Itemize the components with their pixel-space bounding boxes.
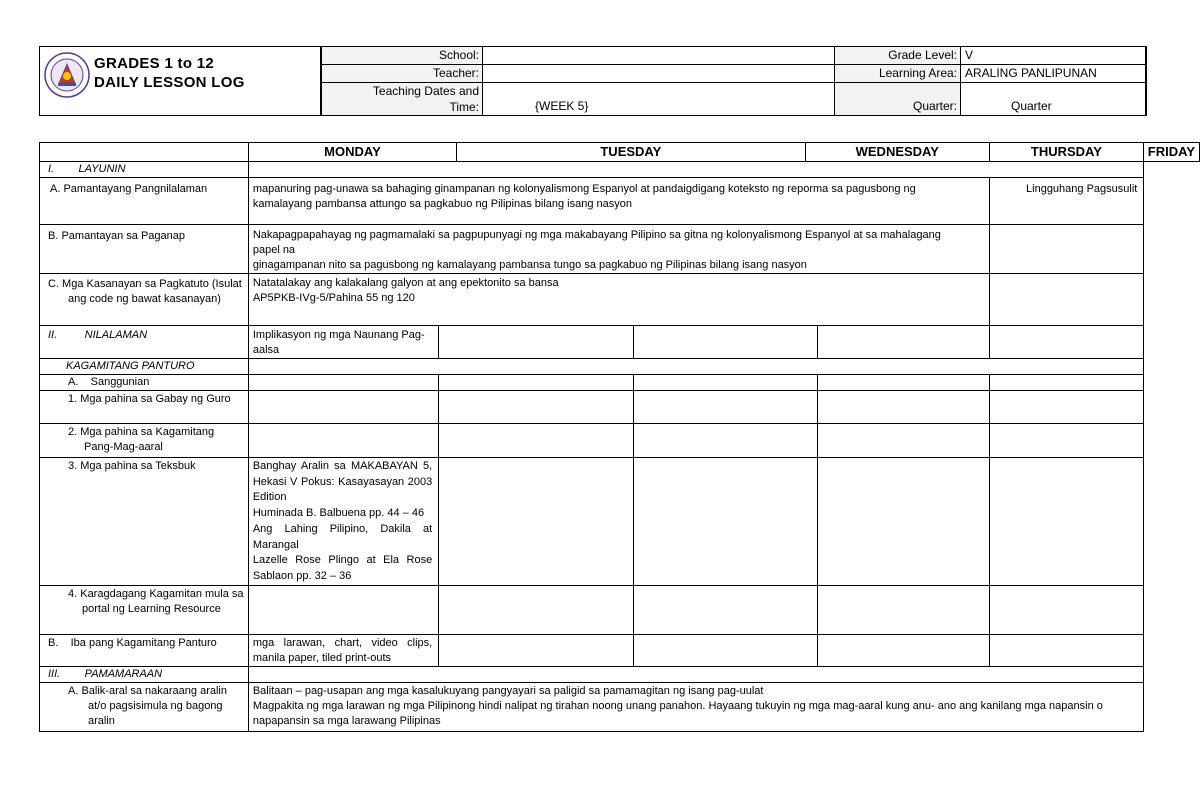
header-info-table: [321, 46, 1147, 116]
teaching-dates-label-line1: Teaching Dates and: [372, 84, 479, 98]
mga-kasanayan-text1: Natatalakay ang kalakalang galyon at ang epektonito sa bansa: [252, 277, 559, 289]
teksbuk-author-1: Huminada B. Balbuena pp. 44 – 46: [252, 507, 425, 520]
teksbuk-thursday-cell[interactable]: [817, 458, 990, 586]
day-header-friday: FRIDAY: [1143, 143, 1199, 162]
balik-aral-text2: Magpakita ng mga larawan ng mga Pilipinong hindi nalipat ng tirahan noong unang panahon. Hayaang tukuyin ng mga mag-aaral kung anu- ano ang kanilang mga napansin o napapansin sa mga larawang Pilipinas: [252, 699, 1103, 727]
iba-wednesday-cell[interactable]: [634, 634, 817, 666]
row-label-kagamitang-pang-mag-aaral: 2. Mga pahina sa Kagamitang Pang-Mag-aaral: [40, 424, 249, 458]
pamamaraan-content[interactable]: [248, 666, 1143, 682]
teaching-dates-label-line2: Time:: [449, 100, 479, 114]
learning-area-label: Learning Area:: [835, 65, 961, 83]
pamantayan-sa-paganap-cell[interactable]: [248, 225, 989, 274]
nilalaman-friday-cell[interactable]: [990, 326, 1144, 359]
teksbuk-reference-2: Ang Lahing Pilipino, Dakila at Marangal: [252, 522, 433, 551]
teacher-label: Teacher:: [322, 65, 483, 83]
pamantayang-pangnilalaman-text[interactable]: mapanuring pag-unawa sa bahaging ginampanan ng kolonyalismong Espanyol at pandaigdigang koteksto ng reporma sa pagusbong ng kamalayang pambansa attungo sa pagkabuo ng Pilipinas bilang isang nasyon: [248, 178, 989, 225]
gabay-friday-cell[interactable]: [990, 391, 1144, 424]
kasanayan-friday-cell[interactable]: [990, 274, 1144, 326]
teksbuk-author-2: Lazelle Rose Plingo at Ela Rose Sablaon pp. 32 – 36: [252, 554, 433, 582]
header-blank-cell: [40, 143, 249, 162]
day-header-monday: MONDAY: [248, 143, 456, 162]
iba-pang-kagamitan-text[interactable]: mga larawan, chart, video clips, manila paper, tiled print-outs: [248, 634, 438, 666]
karagdagang-thursday-cell[interactable]: [817, 585, 990, 634]
balik-aral-text1: Balitaan – pag-usapan ang mga kasalukuyang pangyayari sa paligid sa pamamagitan ng isang pag-uulat: [252, 684, 764, 697]
quarter-label: Quarter:: [835, 83, 961, 116]
pang-thursday-cell[interactable]: [817, 424, 990, 458]
day-header-wednesday: WEDNESDAY: [805, 143, 989, 162]
teksbuk-friday-cell[interactable]: [990, 458, 1144, 586]
sanggunian-friday-cell[interactable]: [990, 375, 1144, 391]
pamantayan-sa-paganap-text1: Nakapagpapahayag ng pagmamalaki sa pagpupunyagi ng mga makabayang Pilipino sa gitna ng kolonyalismong Espanyol at sa mahalagang papel na: [252, 229, 941, 256]
sanggunian-thursday-cell[interactable]: [817, 375, 990, 391]
friday-lingguhang-pagsusulit[interactable]: [990, 178, 1144, 225]
mga-kasanayan-cell[interactable]: [248, 274, 989, 326]
layunin-content[interactable]: [248, 162, 1143, 178]
lesson-log-table: [39, 142, 1200, 732]
gabay-thursday-cell[interactable]: [817, 391, 990, 424]
teksbuk-monday-cell[interactable]: [248, 458, 438, 586]
teacher-field[interactable]: [483, 65, 835, 83]
row-label-mga-kasanayan: C. Mga Kasanayan sa Pagkatuto (Isulat ang code ng bawat kasanayan): [40, 274, 249, 326]
nilalaman-wednesday-cell[interactable]: [634, 326, 817, 359]
sanggunian-tuesday-cell[interactable]: [439, 375, 634, 391]
row-label-pamantayang-pangnilalaman: A. Pamantayang Pangnilalaman: [40, 178, 249, 225]
nilalaman-monday-text[interactable]: Implikasyon ng mga Naunang Pag-aalsa: [248, 326, 438, 359]
row-label-balik-aral: A. Balik-aral sa nakaraang aralin at/o pagsisimula ng bagong aralin: [40, 682, 249, 731]
learning-area-field[interactable]: ARALING PANLIPUNAN: [961, 65, 1147, 83]
row-label-pamantayan-sa-paganap: B. Pamantayan sa Paganap: [40, 225, 249, 274]
karagdagang-wednesday-cell[interactable]: [634, 585, 817, 634]
balik-aral-cell[interactable]: [248, 682, 1143, 731]
form-title-line2: DAILY LESSON LOG: [94, 74, 245, 91]
teksbuk-tuesday-cell[interactable]: [439, 458, 634, 586]
row-label-karagdagang-kagamitan: 4. Karagdagang Kagamitan mula sa portal ng Learning Resource: [40, 585, 249, 634]
grade-level-label: Grade Level:: [835, 47, 961, 65]
friday-note-text: Lingguhang Pagsusulit: [1026, 183, 1138, 195]
sanggunian-wednesday-cell[interactable]: [634, 375, 817, 391]
teksbuk-wednesday-cell[interactable]: [634, 458, 817, 586]
day-header-tuesday: TUESDAY: [457, 143, 805, 162]
pang-tuesday-cell[interactable]: [439, 424, 634, 458]
nilalaman-tuesday-cell[interactable]: [439, 326, 634, 359]
gabay-monday-cell[interactable]: [248, 391, 438, 424]
day-header-thursday: THURSDAY: [990, 143, 1144, 162]
row-label-gabay-ng-guro: 1. Mga pahina sa Gabay ng Guro: [40, 391, 249, 424]
pang-wednesday-cell[interactable]: [634, 424, 817, 458]
school-label: School:: [322, 47, 483, 65]
kagamitan-content[interactable]: [248, 359, 1143, 375]
gabay-wednesday-cell[interactable]: [634, 391, 817, 424]
deped-seal-icon: [44, 52, 90, 98]
iba-thursday-cell[interactable]: [817, 634, 990, 666]
pang-friday-cell[interactable]: [990, 424, 1144, 458]
teaching-dates-label: [322, 83, 483, 116]
karagdagang-tuesday-cell[interactable]: [439, 585, 634, 634]
section-nilalaman: II. NILALAMAN: [40, 326, 249, 359]
teksbuk-reference-1: Banghay Aralin sa MAKABAYAN 5, Hekasi V Pokus: Kasayasayan 2003 Edition: [252, 460, 433, 504]
pang-monday-cell[interactable]: [248, 424, 438, 458]
teaching-dates-field[interactable]: {WEEK 5}: [483, 83, 835, 116]
section-layunin: I. LAYUNIN: [40, 162, 249, 178]
sanggunian-monday-cell[interactable]: [248, 375, 438, 391]
row-label-sanggunian: A. Sanggunian: [40, 375, 249, 391]
form-title-line1: GRADES 1 to 12: [94, 55, 215, 72]
school-field[interactable]: [483, 47, 835, 65]
row-label-teksbuk: 3. Mga pahina sa Teksbuk: [40, 458, 249, 586]
pamantayan-sa-paganap-text2: ginagampanan nito sa pagusbong ng kamalayang pambansa tungo sa pagkabuo ng Pilipinas bilang isang nasyon: [252, 259, 807, 271]
nilalaman-thursday-cell[interactable]: [817, 326, 990, 359]
gabay-tuesday-cell[interactable]: [439, 391, 634, 424]
karagdagang-friday-cell[interactable]: [990, 585, 1144, 634]
mga-kasanayan-code: AP5PKB-IVg-5/Pahina 55 ng 120: [252, 292, 415, 304]
karagdagang-monday-cell[interactable]: [248, 585, 438, 634]
grade-level-field[interactable]: V: [961, 47, 1147, 65]
paganap-friday-cell[interactable]: [990, 225, 1144, 274]
quarter-field[interactable]: Quarter: [961, 83, 1147, 116]
iba-friday-cell[interactable]: [990, 634, 1144, 666]
row-label-iba-pang-kagamitan: B. Iba pang Kagamitang Panturo: [40, 634, 249, 666]
iba-tuesday-cell[interactable]: [439, 634, 634, 666]
section-pamamaraan: III. PAMAMARAAN: [40, 666, 249, 682]
section-kagamitang-panturo: KAGAMITANG PANTURO: [40, 359, 249, 375]
